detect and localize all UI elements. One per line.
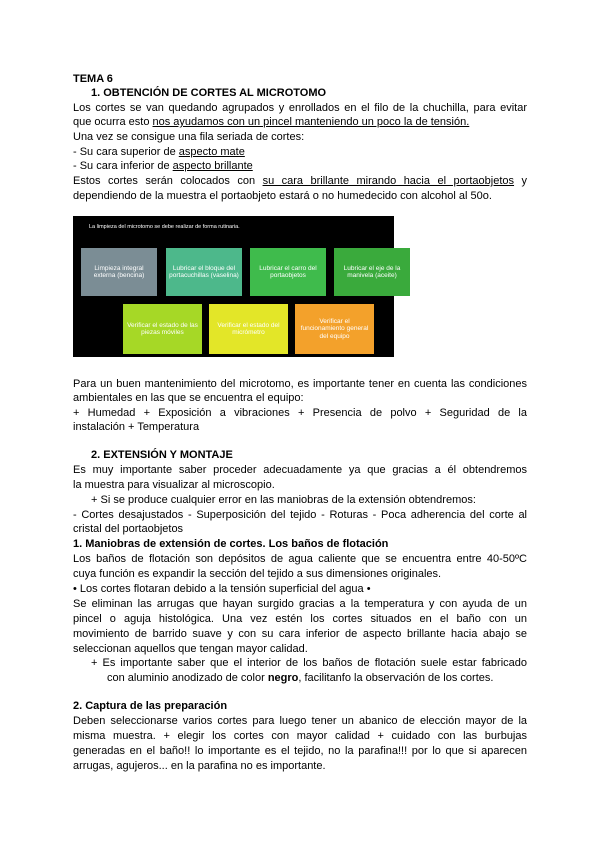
diagram-title: La limpieza del microtomo se debe realizar de forma rutinaria. <box>89 224 240 230</box>
paragraph-line: ambientales en las que se encuentra el equipo: <box>73 392 304 404</box>
paragraph-line: Se eliminan las arrugas que hayan surgido gracias a la temperatura y con ayuda de un <box>73 598 527 610</box>
diagram-box: Lubricar el bloque del portacuchillas (vaselina) <box>166 248 242 296</box>
paragraph-line: Una vez se consigue una fila seriada de cortes: <box>73 131 305 143</box>
subsection-2-heading: 2. Captura de las preparación <box>73 700 228 712</box>
diagram-box: Limpieza integral externa (bencina) <box>81 248 157 296</box>
paragraph-line: seleccionan aquellos que tengan mayor calidad. <box>73 643 308 655</box>
underlined-text: nos ayudamos con un pincel manteniendo un poco la de tensión. <box>152 116 470 128</box>
paragraph-line: instalación + Temperatura <box>73 421 200 433</box>
underlined-text: aspecto brillante <box>172 160 253 172</box>
paragraph-line: Los cortes se van quedando agrupados y enrollados en el filo de la chuchilla, para evitar <box>73 102 527 114</box>
bullet-item: + Si se produce cualquier error en las maniobras de la extensión obtendremos: <box>91 494 476 506</box>
section-1-heading: 1. OBTENCIÓN DE CORTES AL MICROTOMO <box>91 87 327 99</box>
list-item: - Su cara superior de aspecto mate <box>73 146 245 158</box>
diagram-box: Lubricar el eje de la manivela (aceite) <box>334 248 410 296</box>
paragraph-line: generadas en el baño!! lo importante es el tejido, no la parafina!!! por lo que si aparecen <box>73 745 527 757</box>
paragraph-line: arrugas, agujeros... en la parafina no es importante. <box>73 760 326 772</box>
paragraph-line: Estos cortes serán colocados con su cara brillante mirando hacia el portaobjetos y <box>73 175 527 187</box>
section-2-heading: 2. EXTENSIÓN Y MONTAJE <box>91 449 233 461</box>
paragraph-line: Para un buen mantenimiento del microtomo, es importante tener en cuenta las condiciones <box>73 378 527 390</box>
diagram-box: Verificar el funcionamiento general del equipo <box>295 304 374 354</box>
paragraph-line: dependiendo de la muestra el portaobjeto estará o no humedecido con alcohol al 50o. <box>73 190 492 202</box>
paragraph-line: • Los cortes flotaran debido a la tensión superficial del agua • <box>73 583 371 595</box>
paragraph-line: la muestra para visualizar al microscopio. <box>73 479 275 491</box>
bold-text: negro <box>267 672 299 684</box>
paragraph-line: Los baños de flotación son depósitos de agua caliente que se encuentra entre 40-50ºC <box>73 553 527 565</box>
diagram-box: Lubricar el carro del portaobjetos <box>250 248 326 296</box>
paragraph-line: movimiento de barrido suave y con su cara inferior de aspecto brillante hacia abajo se <box>73 628 527 640</box>
paragraph-line: cristal del portaobjetos <box>73 523 184 535</box>
paragraph-line: + Humedad + Exposición a vibraciones + Presencia de polvo + Seguridad de la <box>73 407 527 419</box>
diagram-box: Verificar el estado del micrómetro <box>209 304 288 354</box>
bullet-item-continuation: con aluminio anodizado de color negro, facilitanfo la observación de los cortes. <box>107 672 494 684</box>
paragraph-line: Deben seleccionarse varios cortes para luego tener un abanico de elección mayor de la <box>73 715 527 727</box>
paragraph-line: - Cortes desajustados - Superposición del tejido - Roturas - Poca adherencia del corte al <box>73 509 527 521</box>
list-item: - Su cara inferior de aspecto brillante <box>73 160 253 172</box>
subsection-1-heading: 1. Maniobras de extensión de cortes. Los baños de flotación <box>73 538 389 550</box>
paragraph-line: cuya función es expandir la sección del tejido a sus dimensiones originales. <box>73 568 442 580</box>
topic-title: TEMA 6 <box>73 73 113 85</box>
underlined-text: su cara brillante mirando hacia el portaobjetos <box>262 175 515 187</box>
paragraph-line: misma muestra. + elegir los cortes con mayor calidad + cuidado con las burbujas <box>73 730 527 742</box>
paragraph-line: Es muy importante saber proceder adecuadamente ya que gracias a él obtendremos <box>73 464 527 476</box>
diagram-box: Verificar el estado de las piezas móviles <box>123 304 202 354</box>
microtome-maintenance-diagram <box>73 216 401 357</box>
paragraph-line: que ocurra esto nos ayudamos con un pincel manteniendo un poco la de tensión. <box>73 116 470 128</box>
paragraph-line: pincel o aguja histológica. Una vez estén los cortes situados en el baño con un <box>73 613 527 625</box>
bullet-item: + Es importante saber que el interior de los baños de flotación suele estar fabricado <box>91 657 527 669</box>
underlined-text: aspecto mate <box>178 146 245 158</box>
